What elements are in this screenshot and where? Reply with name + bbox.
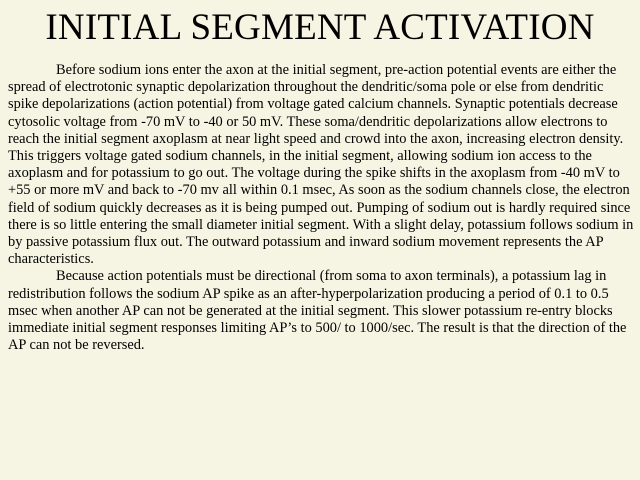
- slide-title: INITIAL SEGMENT ACTIVATION: [45, 7, 595, 48]
- body-paragraph-2: Because action potentials must be directional (from soma to axon terminals), a potassium lag in redistribution follows the sodium AP spike as an after-hyperpolarization producing a period of 0.1 to 0.5 msec when another AP can not be generated at the initial segment. This slower potassium re-entry blocks immediate initial segment responses limiting AP’s to 500/ to 1000/sec. The result is that the direction of the AP can not be reversed.: [8, 268, 627, 354]
- slide-body: [8, 62, 634, 354]
- body-paragraph-1: Before sodium ions enter the axon at the initial segment, pre-action potential events are either the spread of electrotonic synaptic depolarization throughout the dendritic/soma pole or else from dendritic spike depolarizations (action potential) from voltage gated calcium channels. Synaptic potentials decrease cytosolic voltage from -70 mV to -40 or 50 mV. These soma/dendritic depolarizations allow electrons to reach the initial segment axoplasm at near light speed and crowd into the axon, increasing electron density. This triggers voltage gated sodium channels, in the initial segment, allowing sodium ion access to the axoplasm and for potassium to go out. The voltage during the spike shifts in the axoplasm from -40 mV to +55 or more mV and back to -70 mv all within 0.1 msec, As soon as the sodium channels close, the electron field of sodium quickly decreases as it is being pumped out. Pumping of sodium out is hardly required since there is so little entering the small diameter initial segment. With a slight delay, potassium follows sodium in by passive potassium flux out. The outward potassium and inward sodium movement represents the AP characteristics.: [8, 62, 634, 268]
